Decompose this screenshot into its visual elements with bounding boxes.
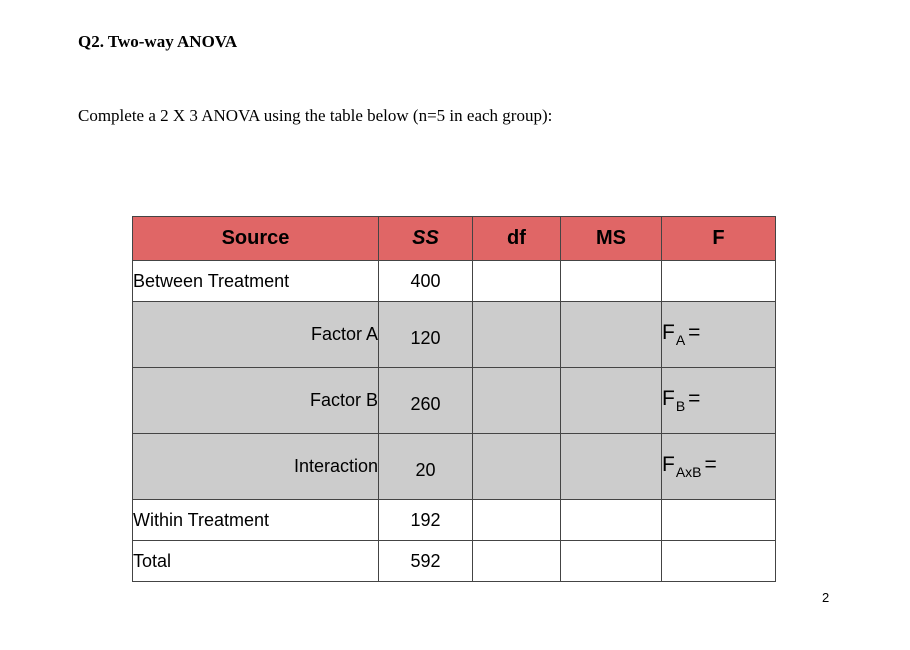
df-factor-a-cell[interactable] — [473, 302, 561, 368]
ss-factor-a: 120 — [379, 302, 473, 368]
f-equals-axb: = — [704, 453, 717, 476]
source-between: Between Treatment — [133, 261, 379, 302]
source-total: Total — [133, 541, 379, 582]
header-ss: SS — [379, 217, 473, 261]
ms-within-cell[interactable] — [561, 500, 662, 541]
df-total-cell[interactable] — [473, 541, 561, 582]
f-interaction-cell[interactable] — [662, 434, 776, 500]
source-factor-a: Factor A — [133, 302, 379, 368]
ms-between-cell[interactable] — [561, 261, 662, 302]
ss-interaction: 20 — [379, 434, 473, 500]
f-symbol-a: F — [662, 321, 675, 344]
ms-total-cell[interactable] — [561, 541, 662, 582]
f-factor-a-cell[interactable] — [662, 302, 776, 368]
row-factor-a — [133, 302, 776, 368]
source-interaction: Interaction — [133, 434, 379, 500]
f-subscript-a: A — [675, 332, 686, 348]
f-symbol-axb: F — [662, 453, 675, 476]
ss-within: 192 — [379, 500, 473, 541]
source-within: Within Treatment — [133, 500, 379, 541]
header-source: Source — [133, 217, 379, 261]
ss-total: 592 — [379, 541, 473, 582]
ss-between: 400 — [379, 261, 473, 302]
f-equals-b: = — [688, 387, 701, 410]
ms-interaction-cell[interactable] — [561, 434, 662, 500]
df-factor-b-cell[interactable] — [473, 368, 561, 434]
header-row — [133, 217, 776, 261]
f-within-cell[interactable] — [662, 500, 776, 541]
f-subscript-b: B — [675, 398, 686, 414]
f-symbol-b: F — [662, 387, 675, 410]
row-between-treatment — [133, 261, 776, 302]
instruction-text: Complete a 2 X 3 ANOVA using the table below (n=5 in each group): — [78, 106, 553, 125]
df-within-cell[interactable] — [473, 500, 561, 541]
page-number: 2 — [822, 590, 830, 605]
row-factor-b — [133, 368, 776, 434]
f-subscript-axb: AxB — [675, 464, 702, 480]
row-within-treatment — [133, 500, 776, 541]
header-df: df — [473, 217, 561, 261]
df-interaction-cell[interactable] — [473, 434, 561, 500]
f-factor-b-cell[interactable] — [662, 368, 776, 434]
f-total-cell[interactable] — [662, 541, 776, 582]
df-between-cell[interactable] — [473, 261, 561, 302]
ms-factor-b-cell[interactable] — [561, 368, 662, 434]
row-interaction — [133, 434, 776, 500]
source-factor-b: Factor B — [133, 368, 379, 434]
header-f: F — [662, 217, 776, 261]
question-title: Q2. Two-way ANOVA — [78, 32, 238, 51]
f-between-cell[interactable] — [662, 261, 776, 302]
row-total — [133, 541, 776, 582]
ms-factor-a-cell[interactable] — [561, 302, 662, 368]
ss-factor-b: 260 — [379, 368, 473, 434]
f-equals-a: = — [688, 321, 701, 344]
anova-table — [132, 216, 776, 582]
header-ms: MS — [561, 217, 662, 261]
